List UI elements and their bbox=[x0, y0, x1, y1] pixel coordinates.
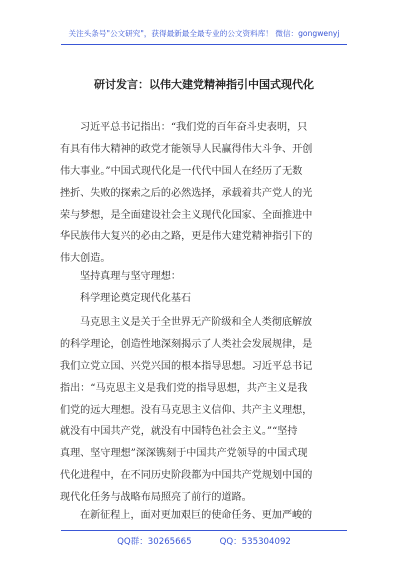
paragraph-line: 在新征程上，面对更加艰巨的使命任务、更加严峻的 bbox=[80, 510, 313, 521]
paragraph-line: 我们立党立国、兴党兴国的根本指导思想。习近平总书记 bbox=[60, 360, 313, 372]
paragraph-line: 习近平总书记指出：“我们党的百年奋斗史表明，只 bbox=[80, 122, 308, 133]
paragraph-1 bbox=[60, 117, 350, 270]
paragraph-line: 现代化任务与战略布局照亮了前行的道路。 bbox=[60, 492, 252, 504]
paragraph-line: 指出：“马克思主义是我们党的指导思想，共产主义是我 bbox=[60, 382, 308, 394]
paragraph-line: 们党的远大理想。没有马克思主义信仰、共产主义理想， bbox=[60, 404, 313, 416]
paragraph-line: 代化进程中，在不同历史阶段都为中国共产党规划中国的 bbox=[60, 470, 313, 482]
paragraph-2 bbox=[60, 312, 350, 509]
paragraph-line: 有具有伟大精神的政党才能领导人民赢得伟大斗争、开创 bbox=[60, 143, 313, 155]
paragraph-3 bbox=[60, 505, 350, 527]
footer-qq: QQ：535304092 bbox=[219, 537, 291, 547]
footer-divider bbox=[61, 530, 347, 531]
section-heading-block bbox=[60, 266, 350, 310]
paragraph-line: 荣与梦想，是全面建设社会主义现代化国家、全面推进中 bbox=[60, 209, 313, 221]
section-heading: 坚持真理与坚守理想： bbox=[80, 271, 181, 282]
paragraph-line: 伟大事业。”中国式现代化是一代代中国人在经历了无数 bbox=[60, 165, 303, 177]
footer-qq-group: QQ群：30265665 bbox=[117, 537, 192, 547]
header-divider bbox=[61, 44, 347, 45]
paragraph-line: 真理、坚守理想”深深镌刻于中国共产党领导的中国式现 bbox=[60, 448, 308, 460]
paragraph-line: 的科学理论，创造性地深刻揭示了人类社会发展规律，是 bbox=[60, 338, 313, 350]
paragraph-line: 挫折、失败的探索之后的必然选择，承载着共产党人的光 bbox=[60, 187, 313, 199]
footer bbox=[0, 535, 408, 547]
header-banner: 关注头条号"公文研究"，获得最新最全最专业的公文资料库！ 微信：gongwenyj bbox=[68, 29, 340, 38]
document-title: 研讨发言：以伟大建党精神指引中国式现代化 bbox=[94, 78, 314, 91]
paragraph-line: 马克思主义是关于全世界无产阶级和全人类彻底解放 bbox=[80, 317, 313, 328]
section-subheading: 科学理论奠定现代化基石 bbox=[80, 292, 192, 304]
paragraph-line: 华民族伟大复兴的必由之路，更是伟大建党精神指引下的 bbox=[60, 231, 313, 243]
paragraph-line: 伟大创造。 bbox=[60, 253, 111, 265]
paragraph-line: 就没有中国共产党，就没有中国特色社会主义。”“坚持 bbox=[60, 426, 298, 438]
